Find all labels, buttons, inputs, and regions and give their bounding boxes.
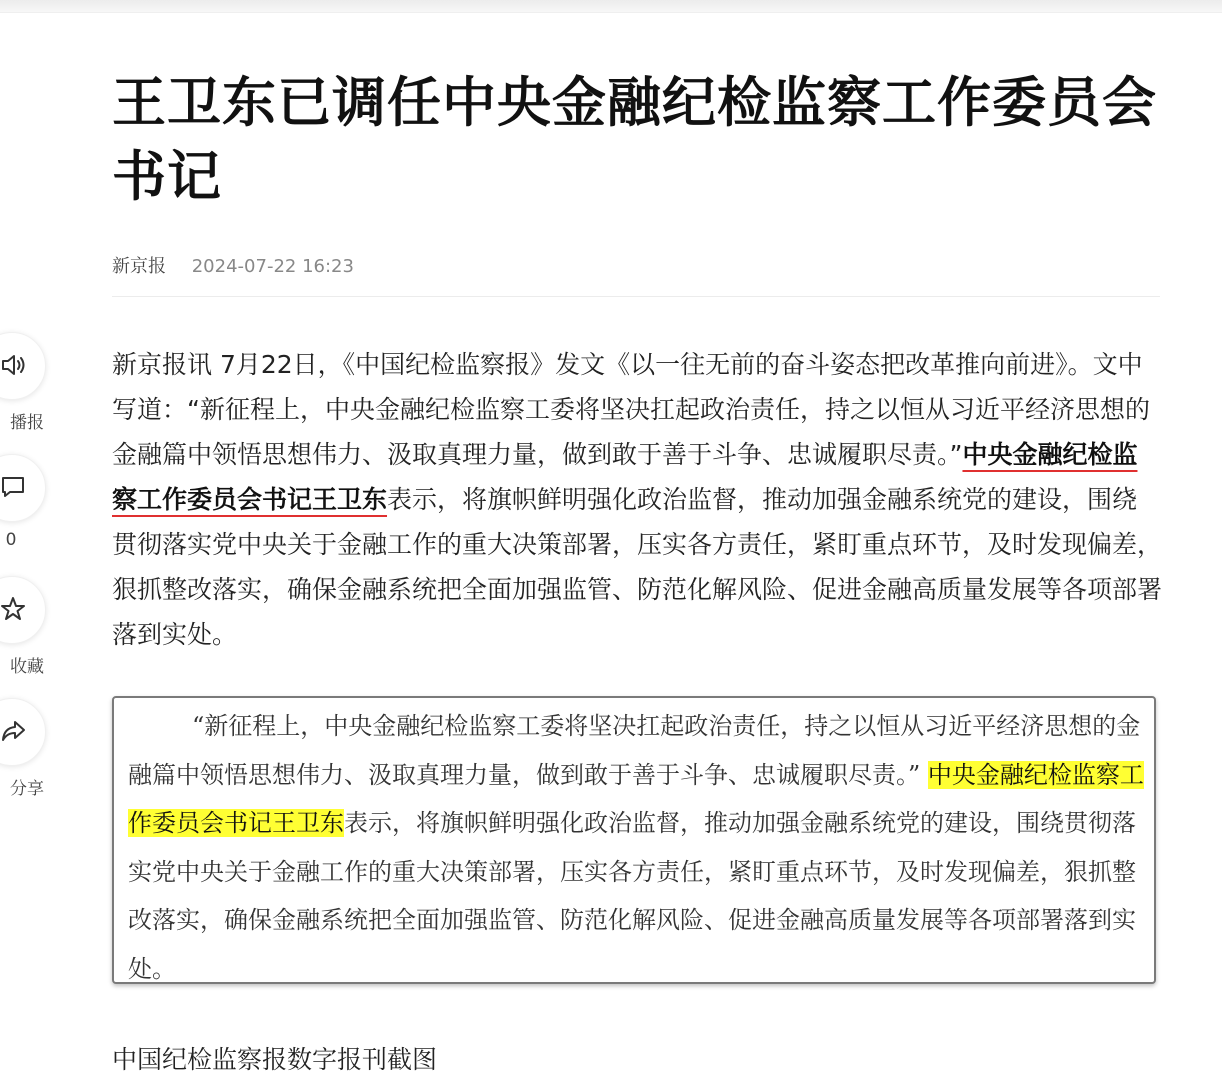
favorite-label: 收藏	[10, 657, 44, 677]
newspaper-screenshot-box	[112, 696, 1156, 984]
share-label: 分享	[10, 779, 44, 799]
comment-count: 0	[5, 530, 17, 550]
article-title: 王卫东已调任中央金融纪检监察工作委员会书记	[112, 71, 1157, 208]
article-paragraph	[112, 342, 1162, 657]
share-icon	[0, 718, 26, 744]
favorite-button[interactable]	[0, 576, 48, 698]
newspaper-quote	[128, 702, 1144, 993]
star-icon	[0, 596, 26, 622]
share-button[interactable]	[0, 698, 48, 820]
article-meta	[112, 252, 354, 278]
article-action-sidebar	[0, 332, 48, 820]
highlighted-official-name: 中央金融纪检监察工作委员会书记王卫东	[128, 760, 1144, 837]
image-caption: 中国纪检监察报数字报刊截图	[112, 1045, 438, 1074]
broadcast-label: 播报	[10, 413, 44, 433]
speaker-icon	[0, 352, 26, 378]
comment-icon	[0, 474, 26, 500]
quote-lead: “新征程上，中央金融纪检监察工委将坚决扛起政治责任，持之以恒从习近平经济思想的金融篇中领悟思想伟力、汲取真理力量，做到敢于善于斗争、忠诚履职尽责。”	[128, 712, 1141, 789]
share-circle[interactable]	[0, 698, 46, 766]
paragraph-rest: 表示，将旗帜鲜明强化政治监督，推动加强金融系统党的建设，围绕贯彻落实党中央关于金融工作的重大决策部署，压实各方责任，紧盯重点环节，及时发现偏差，狠抓整改落实，确保金融系统把全面加强监管、防范化解风险、促进金融高质量发展等各项部署落到实处。	[112, 485, 1163, 649]
broadcast-button[interactable]	[0, 332, 48, 454]
broadcast-circle[interactable]	[0, 332, 46, 400]
meta-divider	[112, 296, 1160, 297]
browser-top-bar	[0, 0, 1222, 13]
article-date: 2024-07-22 16:23	[191, 256, 354, 277]
comment-circle[interactable]	[0, 454, 46, 522]
underlined-official-name: 中央金融纪检监察工作委员会书记王卫东	[112, 440, 1138, 514]
paragraph-lead: 新京报讯 7月22日，《中国纪检监察报》发文《以一往无前的奋斗姿态把改革推向前进》。文中写道：“新征程上，中央金融纪检监察工委将坚决扛起政治责任，持之以恒从习近平经济思想的金融篇中领悟思想伟力、汲取真理力量，做到敢于善于斗争、忠诚履职尽责。”	[112, 350, 1150, 469]
article-source[interactable]: 新京报	[112, 256, 166, 277]
quote-rest: 表示，将旗帜鲜明强化政治监督，推动加强金融系统党的建设，围绕贯彻落实党中央关于金融工作的重大决策部署，压实各方责任，紧盯重点环节，及时发现偏差，狠抓整改落实，确保金融系统把全面加强监管、防范化解风险、促进金融高质量发展等各项部署落到实处。	[128, 809, 1136, 983]
comment-button[interactable]	[0, 454, 48, 576]
favorite-circle[interactable]	[0, 576, 46, 644]
